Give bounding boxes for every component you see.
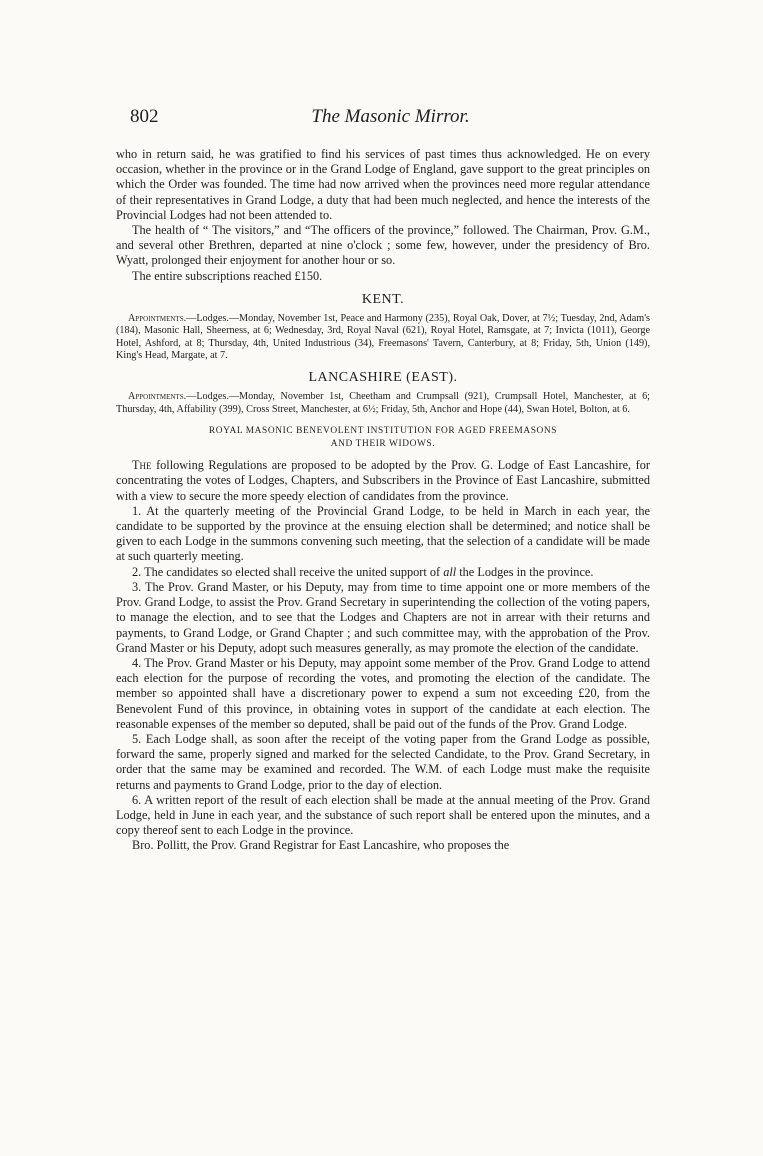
article-body [116,147,650,854]
page-number: 802 [130,106,159,127]
running-title: The Masonic Mirror. [311,106,470,127]
page-header [130,106,651,132]
emphasis: all [443,564,457,579]
regulation-text: the Lodges in the province. [456,564,594,579]
regulation-1: 1. At the quarterly meeting of the Provincial Grand Lodge, to be held in March in each year, the candidate to be supported by the province at the ensuing election shall be determined; and notice shall be given to each Lodge in the summons convening such meeting, that the selection of a candidate will be made at such quarterly meeting. [116,503,650,564]
paragraph: who in return said, he was gratified to find his services of past times thus acknowledged. He on every occasion, whether in the province or in the Grand Lodge of England, gave support to the great principles on which the Order was founded. The time had now arrived when the provinces need more regular attendance of their representatives in Grand Lodge, a duty that had been much neglected, and hence the interests of the Provincial Lodges had not been attended to. [116,147,650,222]
appointments-label: Appointments. [128,312,187,324]
lancashire-appointments [116,391,650,416]
closing-paragraph: Bro. Pollitt, the Prov. Grand Registrar for East Lancashire, who proposes the [132,838,510,853]
section-heading-kent: KENT. [361,291,405,307]
regulation-6: 6. A written report of the result of each election shall be made at the annual meeting of the Prov. Grand Lodge, held in June in each year, and the substance of such report shall be entered upon the minutes, and a copy thereof sent to each Lodge in the province. [116,792,650,838]
regulation-4: 4. The Prov. Grand Master or his Deputy, may appoint some member of the Prov. Grand Lodge to attend each election for the purpose of recording the votes, and promoting the election of the candidate. The member so appointed shall have a discretionary power to expend a sum not exceeding £20, from the Benevolent Fund of this province, in obtaining votes in support of the candidate at each election. The reasonable expenses of the member so deputed, shall be paid out of the funds of the Prov. Grand Lodge. [116,655,650,731]
institution-subheading [116,425,650,450]
appointments-label: Appointments. [128,391,187,403]
section-heading-lancashire: LANCASHIRE (EAST). [308,370,458,386]
appointments-text: —Lodges.—Monday, November 1st, Peace and Harmony (235), Royal Oak, Dover, at 7½; Tuesday, 2nd, Adam's (184), Masonic Hall, Sheerness, at 6; Wednesday, 3rd, Royal Naval (621), Royal Hotel, Ramsgate, at 7; Invicta (1011), George Hotel, Ashford, at 8; Thursday, 4th, United Industrious (34), Freemasons' Tavern, Canterbury, at 8; Friday, 5th, Union (149), King's Head, Margate, at 7. [116,312,650,362]
paragraph [116,458,650,504]
regulation-5: 5. Each Lodge shall, as soon after the receipt of the voting paper from the Grand Lodge as possible, forward the same, properly signed and marked for the selected Candidate, to the Prov. Grand Secretary, in order that the same may be examined and recorded. The W.M. of each Lodge must make the requisite returns and payments to Grand Lodge, prior to the day of election. [116,731,650,792]
appointments-text: —Lodges.—Monday, November 1st, Cheetham and Crumpsall (921), Crumpsall Hotel, Manchester, at 6; Thursday, 4th, Affability (399), Cross Street, Manchester, at 6½; Friday, 5th, Anchor and Hope (44), Swan Hotel, Bolton, at 6. [116,391,650,415]
paragraph: The health of “ The visitors,” and “The officers of the province,” followed. The Chairman, Prov. G.M., and several other Brethren, departed at nine o'clock ; some few, however, under the presidency of Bro. Wyatt, prolonged their enjoyment for another hour or so. [116,223,650,268]
regulation-3: 3. The Prov. Grand Master, or his Deputy, may from time to time appoint one or more members of the Prov. Grand Lodge, to assist the Prov. Grand Secretary in superintending the collection of the voting papers, to manage the election, and to see that the Lodges and Chapters are not in arrear with their returns and payments, to Grand Lodge, or Grand Chapter ; and such committee may, with the approbation of the Prov. Grand Master or his Deputy, adopt such measures generally, as may promote the election of the candidate. [116,579,650,655]
intro-text: following Regulations are proposed to be adopted by the Prov. G. Lodge of East Lancashire, for concentrating the votes of Lodges, Chapters, and Subscribers in the Province of East Lancashire, submitted with a view to secure the more speedy election of candidates from the province. [116,458,650,503]
subheading-line: ROYAL MASONIC BENEVOLENT INSTITUTION FOR AGED FREEMASONS [208,426,558,437]
subheading-line: AND THEIR WIDOWS. [330,438,436,449]
intro-lead-word: The [132,458,152,473]
kent-appointments [116,313,650,363]
paragraph: The entire subscriptions reached £150. [132,268,323,283]
regulation-2 [116,565,650,580]
regulation-text: 2. The candidates so elected shall receive the united support of [132,564,444,579]
